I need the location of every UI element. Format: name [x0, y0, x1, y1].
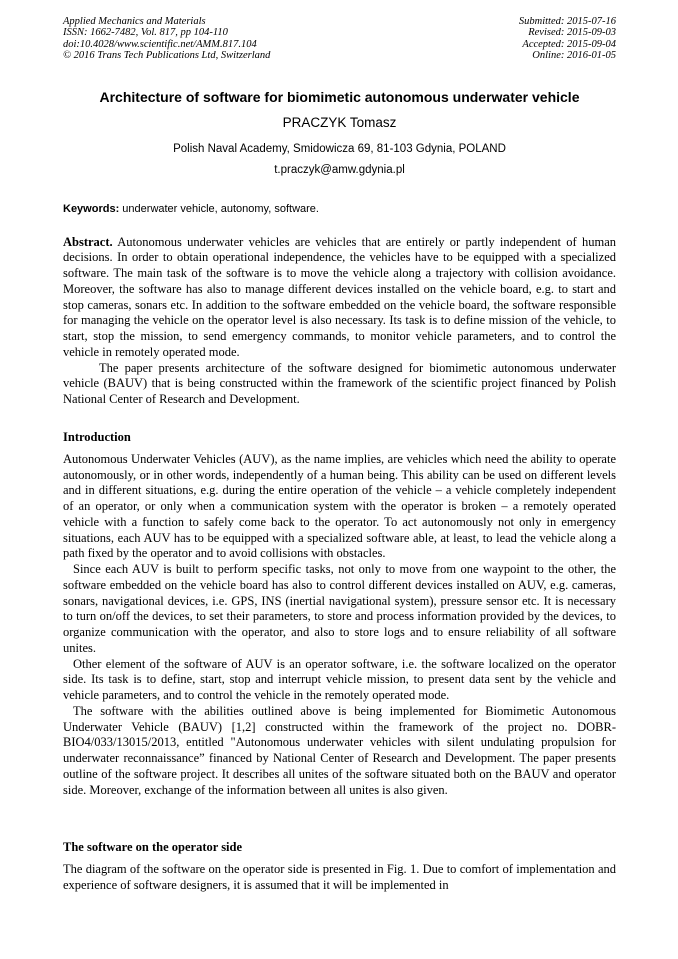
- abstract-text: Autonomous underwater vehicles are vehicles that are entirely or partly independent of human decisions. In order to obtain operational independence, the vehicles have to be equipped with a specialized software. The main task of the software is to move the vehicle along a trajectory with collision avoidance. Moreover, the software has also to manage different devices installed on the vehicle board, e.g. to start and stop cameras, sonars etc. In addition to the software embedded on the vehicle board, the software responsible for managing the vehicle on the operator level is also necessary. Its task is to define mission of the vehicle, to start, stop the mission, to send emergency commands, to monitor vehicle parameters, and to control the vehicle in remotely operated mode.: [63, 234, 616, 359]
- submission-dates: [519, 16, 616, 62]
- abstract-paragraph-1: [63, 235, 616, 361]
- abstract-label: Abstract.: [63, 234, 113, 249]
- publication-header: [63, 16, 616, 62]
- date-accepted: Accepted: 2015-09-04: [522, 38, 616, 50]
- keywords-text: underwater vehicle, autonomy, software.: [119, 202, 319, 215]
- date-submitted: Submitted: 2015-07-16: [518, 16, 616, 27]
- journal-name: Applied Mechanics and Materials: [63, 16, 206, 27]
- author-name: PRACZYK Tomasz: [282, 114, 397, 130]
- operator-side-paragraph-1: The diagram of the software on the operator side is presented in Fig. 1. Due to comfort of implementation and experience of software designers, it is assumed that it will be implemented in: [63, 862, 616, 893]
- date-online: Online: 2016-01-05: [532, 50, 616, 62]
- author-affiliation: Polish Naval Academy, Smidowicza 69, 81-103 Gdynia, POLAND: [173, 142, 506, 155]
- introduction-paragraph-4: The software with the abilities outlined above is being implemented for Biomimetic Autonomous Underwater Vehicle (BAUV) [1,2] constructed within the framework of the project no. DOBR-BIO4/033/13015/2013, entitled "Autonomous underwater vehicles with silent undulating propulsion for underwater reconnaissance” financed by National Center of Research and Development. The paper presents outline of the software project. It describes all unites of the software situated both on the BAUV and operator side. Moreover, exchange of the information between all unites is also given.: [63, 703, 616, 797]
- introduction-paragraph-1: Autonomous Underwater Vehicles (AUV), as the name implies, are vehicles which need the ability to operate autonomously, or in other words, independently of a human being. This ability can be used on different levels and in different situations, e.g. during the entire operation of the vehicle – a vehicle completely independent of an operator, or only when a communication system with the operator is broken – a remotely operated vehicle with a function to safely come back to the operator. To act autonomously not only in emergency situations, each AUV has to be equipped with a specialized software able, at least, to lead the vehicle along a path fixed by the operator and to avoid collisions with obstacles.: [63, 451, 616, 561]
- keywords-label: Keywords:: [63, 202, 120, 215]
- journal-copyright: © 2016 Trans Tech Publications Ltd, Switzerland: [63, 50, 271, 62]
- abstract-paragraph-2: The paper presents architecture of the software designed for biomimetic autonomous underwater vehicle (BAUV) that is being constructed within the framework of the scientific project financed by Polish National Center of Research and Development.: [63, 360, 616, 407]
- paper-title: Architecture of software for biomimetic autonomous underwater vehicle: [99, 88, 580, 105]
- author-email: t.praczyk@amw.gdynia.pl: [274, 163, 405, 176]
- date-revised: Revised: 2015-09-03: [528, 27, 616, 39]
- section-heading-operator-side: The software on the operator side: [63, 840, 243, 855]
- journal-issn-volume: ISSN: 1662-7482, Vol. 817, pp 104-110: [63, 27, 228, 39]
- keywords-line: [63, 203, 616, 215]
- journal-doi: doi:10.4028/www.scientific.net/AMM.817.104: [63, 38, 257, 50]
- journal-info: [63, 16, 270, 62]
- introduction-paragraph-2: Since each AUV is built to perform specific tasks, not only to move from one waypoint to the other, the software embedded on the vehicle board has also to control different devices installed on AUV, e.g. cameras, sonars, navigational devices, i.e. GPS, INS (inertial navigational system), pressure sensor etc. It is necessary to turn on/off the devices, to set their parameters, to store and process information provided by the devices, to organize communication with the operator, and also to store logs and to ensure reliability of all software unites.: [63, 562, 616, 655]
- section-heading-introduction: Introduction: [63, 429, 131, 444]
- introduction-paragraph-3: Other element of the software of AUV is an operator software, i.e. the software localized on the operator side. Its task is to define, start, stop and interrupt vehicle mission, to present data sent by the vehicle and vehicle parameters, and to control the vehicle in the remotely operated mode.: [63, 656, 616, 703]
